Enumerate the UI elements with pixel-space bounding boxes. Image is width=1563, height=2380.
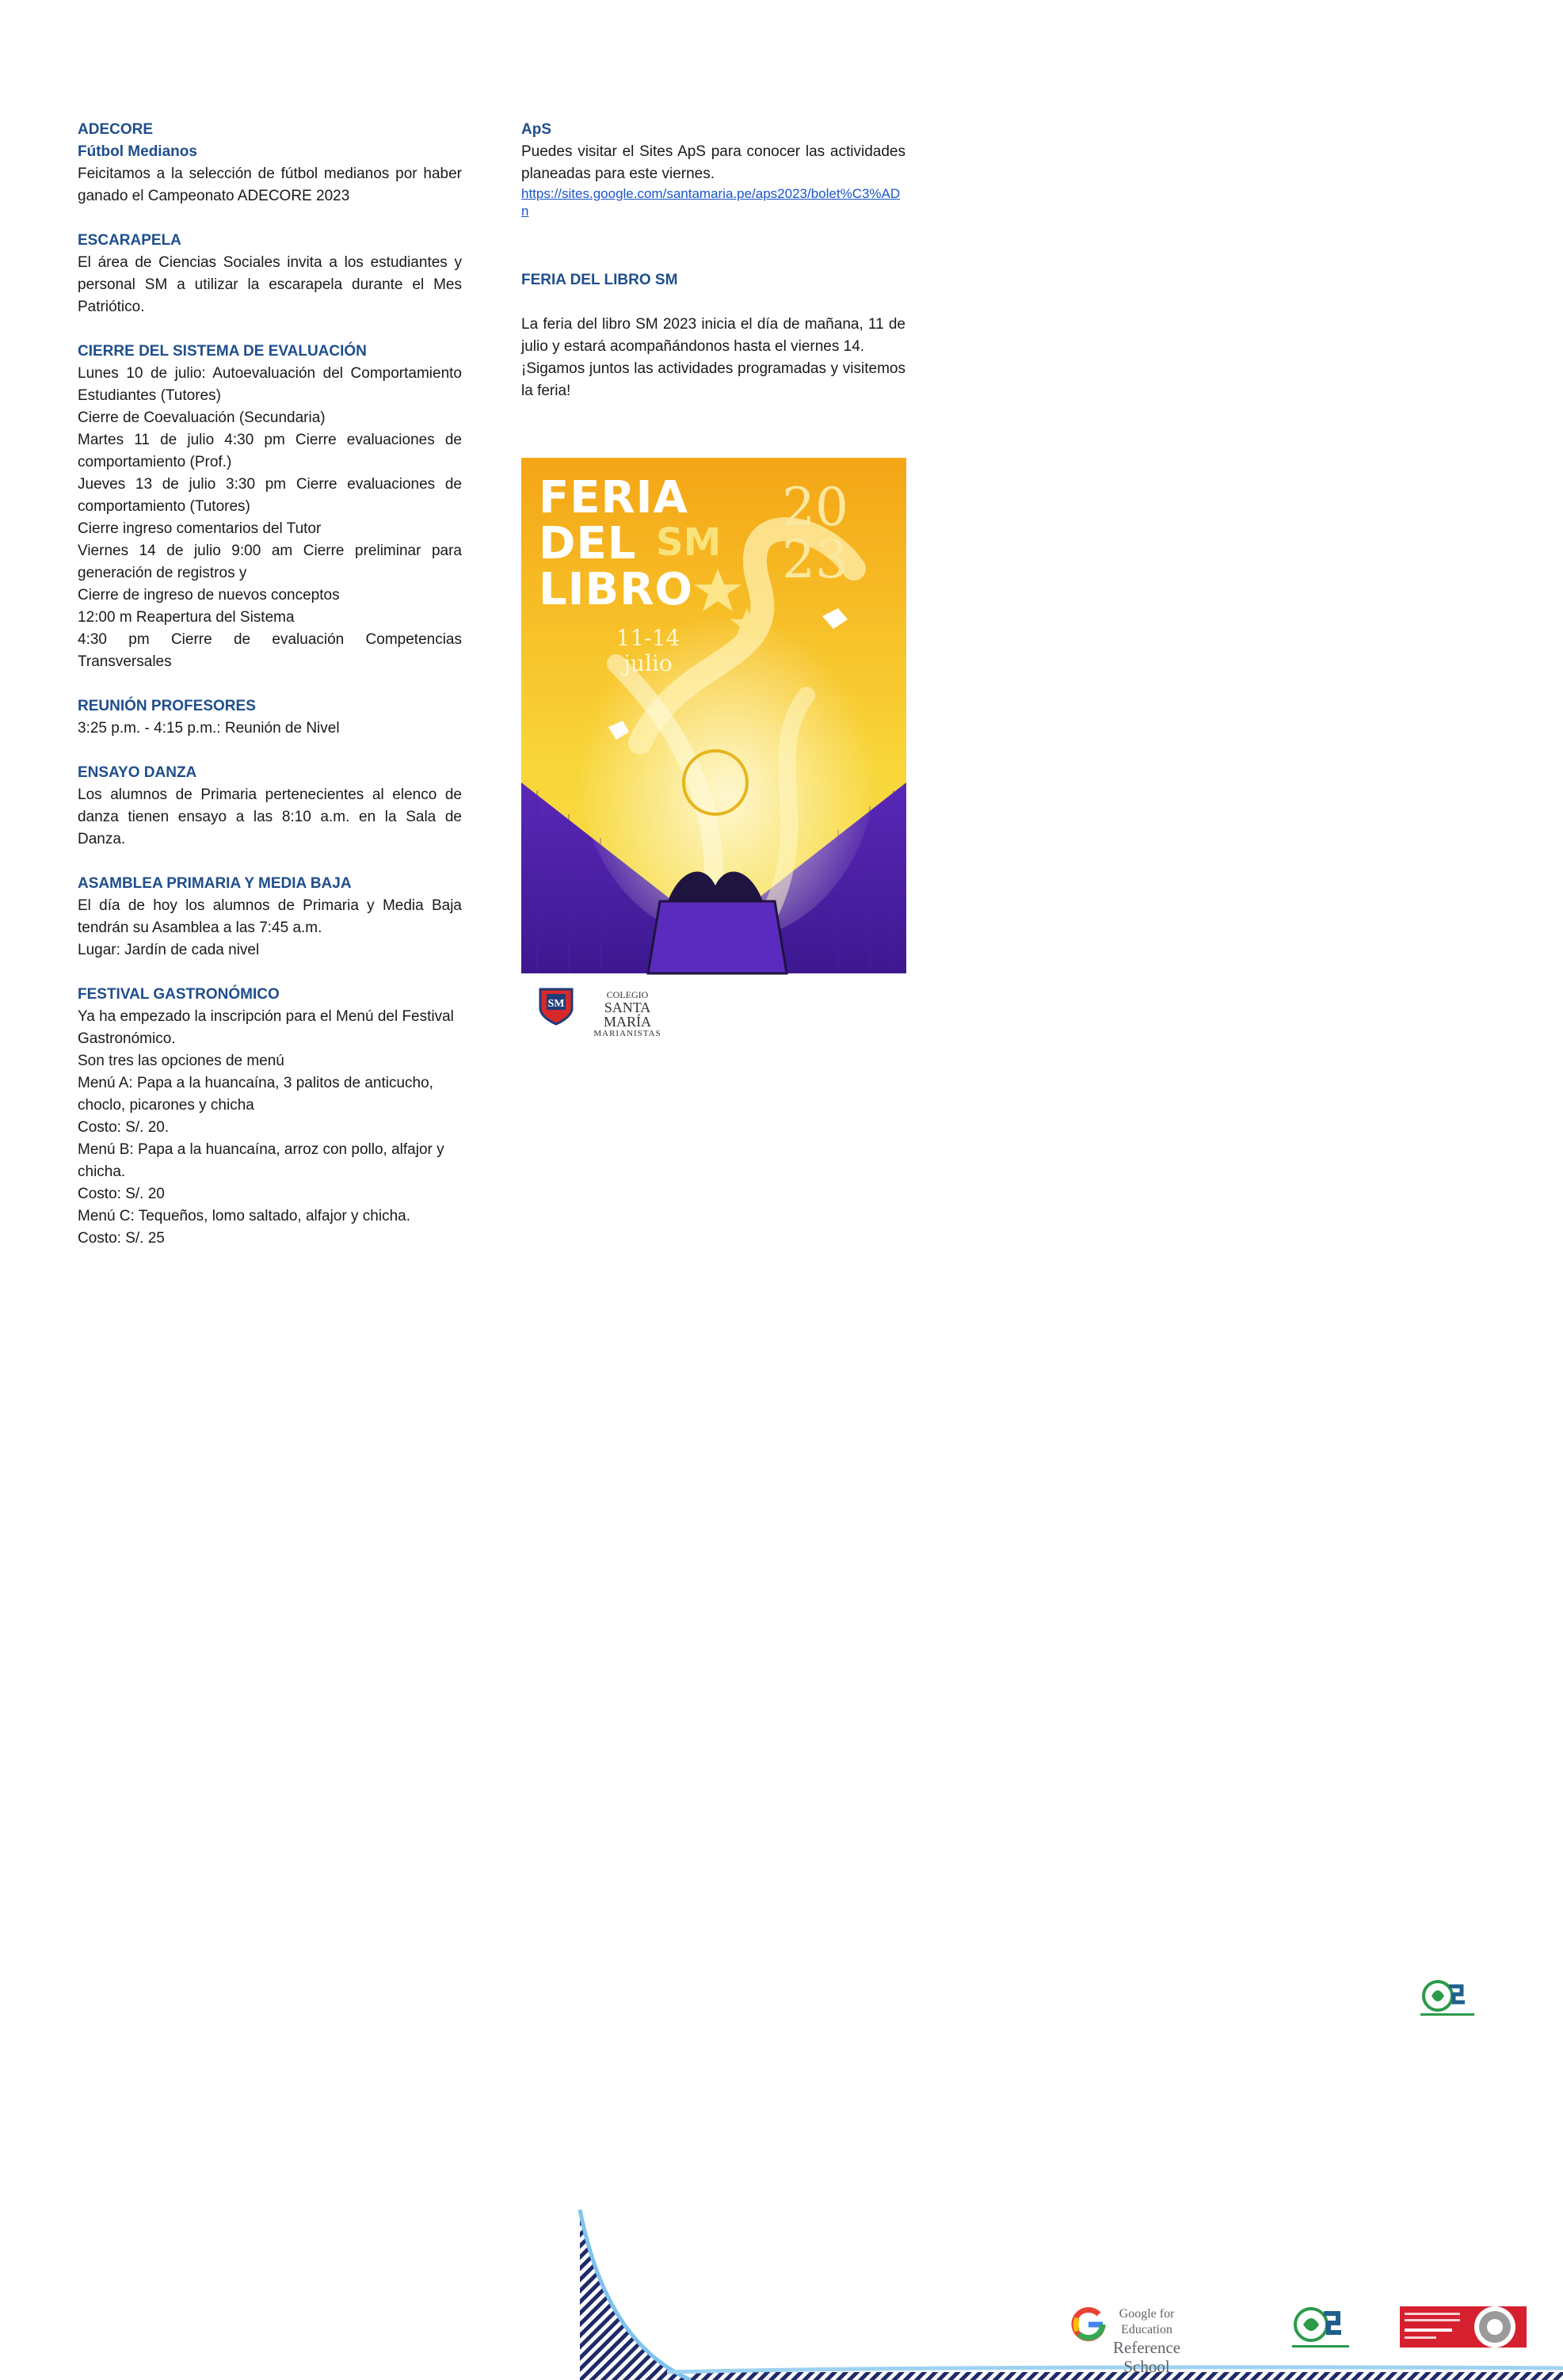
feria-text-2: ¡Sigamos juntos las actividades programadas y visitemos la feria! bbox=[521, 360, 905, 399]
danza-heading: ENSAYO DANZA bbox=[78, 764, 197, 781]
adecore-subheading: Fútbol Medianos bbox=[78, 143, 197, 160]
left-column bbox=[78, 119, 462, 1250]
cierre-line: Lunes 10 de julio: Autoevaluación del Comportamiento Estudiantes (Tutores) bbox=[78, 365, 462, 404]
festival-line: Menú C: Tequeños, lomo saltado, alfajor y chicha. bbox=[78, 1208, 410, 1224]
festival-line: Son tres las opciones de menú bbox=[78, 1053, 284, 1069]
reunion-text: 3:25 p.m. - 4:15 p.m.: Reunión de Nivel bbox=[78, 720, 340, 737]
aps-link[interactable]: https://sites.google.com/santamaria.pe/aps2023/bolet%C3%ADn bbox=[521, 186, 901, 219]
cierre-line: Cierre de ingreso de nuevos conceptos bbox=[78, 587, 340, 604]
poster-dates: 11-14 julio bbox=[616, 625, 680, 676]
feria-text: La feria del libro SM 2023 inicia el día de mañana, 11 de julio y estará acompañándonos hasta el viernes 14. bbox=[521, 316, 905, 355]
festival-line: Costo: S/. 20 bbox=[78, 1186, 165, 1202]
google-education-badge: Google for Education Reference School bbox=[1113, 2307, 1181, 2376]
pacto-educativo-logo bbox=[1416, 1972, 1479, 2020]
aps-heading: ApS bbox=[521, 121, 551, 138]
bureau-veritas-logo bbox=[1400, 2305, 1527, 2349]
cierre-line: Martes 11 de julio 4:30 pm Cierre evaluaciones de comportamiento (Prof.) bbox=[78, 432, 462, 470]
cierre-line: Cierre de Coevaluación (Secundaria) bbox=[78, 409, 326, 426]
cierre-line: Cierre ingreso comentarios del Tutor bbox=[78, 520, 322, 537]
festival-line: Costo: S/. 25 bbox=[78, 1230, 165, 1247]
cierre-line: 12:00 m Reapertura del Sistema bbox=[78, 609, 295, 626]
reunion-heading: REUNIÓN PROFESORES bbox=[78, 698, 256, 714]
cierre-line: Jueves 13 de julio 3:30 pm Cierre evaluaciones de comportamiento (Tutores) bbox=[78, 476, 462, 515]
right-column bbox=[521, 119, 905, 402]
footer-wave-decoration bbox=[580, 2210, 1563, 2380]
festival-line: Menú B: Papa a la huancaína, arroz con pollo, alfajor y chicha. bbox=[78, 1141, 444, 1180]
festival-line: Menú A: Papa a la huancaína, 3 palitos de anticucho, choclo, picarones y chicha bbox=[78, 1075, 433, 1114]
asamblea-place: Lugar: Jardín de cada nivel bbox=[78, 942, 260, 958]
adecore-heading: ADECORE bbox=[78, 121, 154, 138]
feria-heading: FERIA DEL LIBRO SM bbox=[521, 272, 678, 288]
asamblea-heading: ASAMBLEA PRIMARIA Y MEDIA BAJA bbox=[78, 875, 352, 892]
escarapela-text: El área de Ciencias Sociales invita a los estudiantes y personal SM a utilizar la escarapela durante el Mes Patriótico. bbox=[78, 254, 462, 315]
poster-sm: SM bbox=[656, 520, 722, 565]
festival-heading: FESTIVAL GASTRONÓMICO bbox=[78, 986, 280, 1003]
festival-line: Ya ha empezado la inscripción para el Menú del Festival Gastronómico. bbox=[78, 1008, 454, 1047]
book-fair-poster bbox=[521, 458, 906, 973]
asamblea-text: El día de hoy los alumnos de Primaria y Media Baja tendrán su Asamblea a las 7:45 a.m. bbox=[78, 897, 462, 936]
poster-year: 20 23 bbox=[782, 477, 848, 590]
poster-title: FERIA DEL LIBRO bbox=[539, 472, 693, 615]
aps-text: Puedes visitar el Sites ApS para conocer las actividades planeadas para este viernes. bbox=[521, 143, 905, 182]
festival-line: Costo: S/. 20. bbox=[78, 1119, 170, 1136]
cierre-line: 4:30 pm Cierre de evaluación Competencias Transversales bbox=[78, 631, 462, 670]
svg-text:SM: SM bbox=[547, 998, 565, 1010]
cierre-heading: CIERRE DEL SISTEMA DE EVALUACIÓN bbox=[78, 343, 367, 360]
pacto-educativo-footer-logo bbox=[1289, 2301, 1352, 2350]
school-logo-text: COLEGIO SANTA MARÍA MARIANISTAS Google for Education Reference School bbox=[580, 990, 675, 1038]
escarapela-heading: ESCARAPELA bbox=[78, 232, 181, 249]
adecore-text: Feicitamos a la selección de fútbol medianos por haber ganado el Campeonato ADECORE 2023 bbox=[78, 166, 462, 204]
cierre-line: Viernes 14 de julio 9:00 am Cierre preliminar para generación de registros y bbox=[78, 543, 462, 581]
danza-text: Los alumnos de Primaria pertenecientes al elenco de danza tienen ensayo a las 8:10 a.m. en la Sala de Danza. bbox=[78, 786, 462, 847]
